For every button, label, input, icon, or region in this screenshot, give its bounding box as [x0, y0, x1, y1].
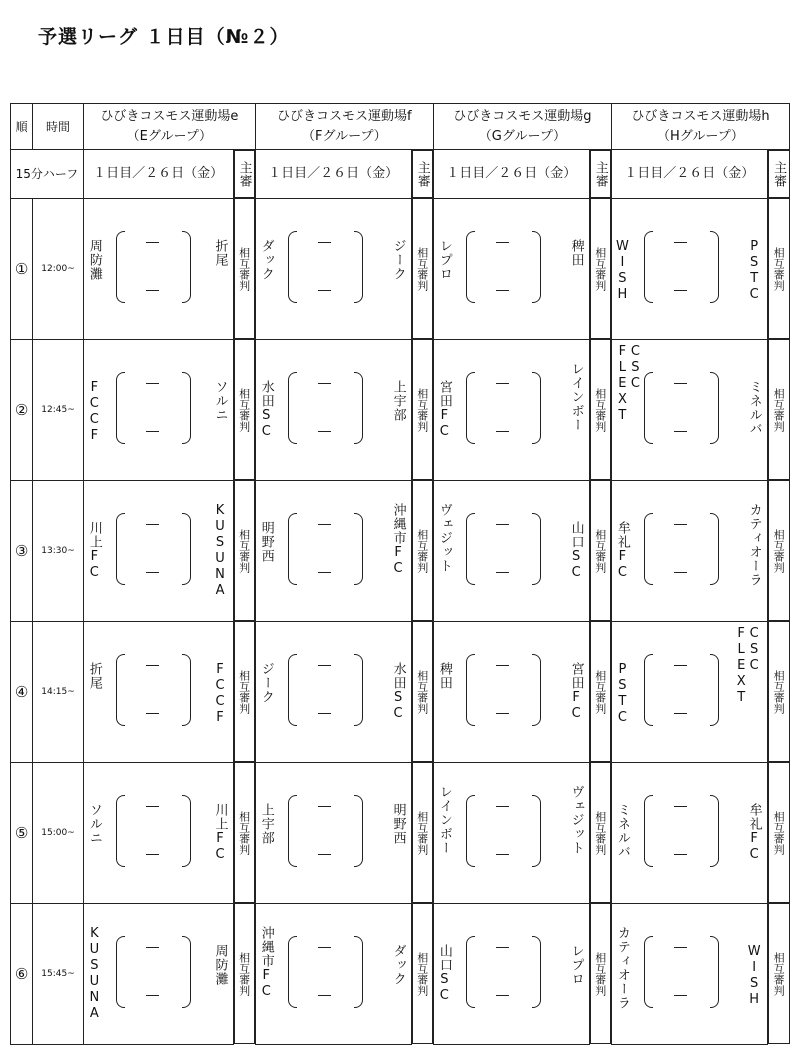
bracket-left	[644, 654, 653, 726]
bracket-left	[116, 372, 125, 444]
referee-text: 相互審判	[415, 669, 429, 714]
team-right: レプロ	[568, 943, 584, 986]
team-left: 稗田	[436, 661, 452, 690]
team-right: 稗田	[568, 238, 584, 267]
match-cell	[83, 621, 233, 762]
referee-cell	[590, 903, 611, 1044]
match-cell	[83, 762, 233, 903]
referee-cell	[412, 339, 433, 480]
team-left: ダック	[258, 238, 274, 281]
referee-text: 相互審判	[593, 246, 607, 291]
match-cell	[255, 339, 411, 480]
team-left: 山口SC	[436, 943, 452, 1004]
referee-cell	[234, 762, 255, 903]
referee-text: 相互審判	[415, 387, 429, 432]
match-cell	[83, 480, 233, 621]
bracket-left	[466, 654, 475, 726]
venue-header-h	[611, 104, 789, 150]
date-header: １日目／２６日（金）	[255, 150, 411, 199]
referee-header	[412, 150, 433, 198]
referee-text: 相互審判	[772, 951, 786, 996]
score-dash-top	[146, 806, 159, 807]
score-box	[288, 795, 363, 867]
score-dash-bottom	[674, 713, 687, 714]
match-cell	[255, 903, 411, 1044]
referee-cell	[768, 198, 790, 339]
bracket-left	[288, 372, 297, 444]
referee-cell	[768, 762, 790, 903]
referee-cell	[234, 480, 255, 621]
team-left: ヴェジット	[436, 502, 452, 573]
bracket-right	[532, 936, 541, 1008]
referee-text: 相互審判	[415, 246, 429, 291]
start-time: 12:00~	[33, 198, 84, 339]
referee-cell	[412, 903, 433, 1044]
team-left: 川上FC	[86, 520, 102, 581]
referee-text: 相互審判	[237, 528, 251, 573]
score-dash-top	[674, 665, 687, 666]
referee-cell	[768, 621, 790, 762]
match-cell	[433, 339, 589, 480]
bracket-left	[644, 231, 653, 303]
bracket-left	[288, 795, 297, 867]
start-time: 12:45~	[33, 339, 84, 480]
referee-header	[234, 150, 255, 198]
score-dash-bottom	[318, 572, 331, 573]
referee-cell	[590, 198, 611, 339]
score-dash-top	[496, 383, 509, 384]
match-cell	[433, 762, 589, 903]
date-header: １日目／２６日（金）	[433, 150, 589, 199]
match-row	[11, 339, 790, 480]
score-dash-top	[496, 524, 509, 525]
venue-name: ひびきコスモス運動場e	[100, 108, 239, 124]
team-left: 沖縄市FC	[258, 925, 274, 1000]
score-dash-bottom	[496, 713, 509, 714]
team-left: 折尾	[86, 661, 102, 690]
round-number: ①	[11, 198, 33, 339]
bracket-right	[532, 513, 541, 585]
score-dash-bottom	[146, 713, 159, 714]
team-left: 明野西	[258, 520, 274, 563]
referee-text: 相互審判	[237, 246, 251, 291]
team-right: 明野西	[390, 802, 406, 845]
score-dash-top	[674, 242, 687, 243]
team-right: ソルニ	[212, 379, 228, 422]
referee-cell	[590, 762, 611, 903]
team-right: CSC FLEXT	[733, 625, 762, 706]
referee-text: 相互審判	[593, 528, 607, 573]
bracket-right	[182, 654, 191, 726]
score-dash-bottom	[674, 995, 687, 996]
score-dash-top	[496, 947, 509, 948]
score-dash-top	[496, 665, 509, 666]
round-number: ③	[11, 480, 33, 621]
bracket-right	[532, 795, 541, 867]
score-box	[644, 654, 719, 726]
score-dash-bottom	[318, 431, 331, 432]
score-dash-top	[146, 947, 159, 948]
match-cell	[611, 903, 767, 1044]
team-right: 沖縄市FC	[390, 502, 406, 577]
team-left: ソルニ	[86, 802, 102, 845]
referee-header-label: 主審	[771, 161, 787, 187]
score-dash-top	[318, 242, 331, 243]
score-dash-top	[674, 947, 687, 948]
match-cell	[433, 903, 589, 1044]
score-dash-top	[146, 242, 159, 243]
team-right: ジーク	[390, 238, 406, 281]
score-box	[116, 795, 191, 867]
match-cell	[433, 621, 589, 762]
team-right: 上宇部	[390, 379, 406, 422]
bracket-right	[710, 795, 719, 867]
score-dash-bottom	[146, 995, 159, 996]
match-cell	[611, 762, 767, 903]
referee-cell	[234, 198, 255, 339]
team-right: ダック	[390, 943, 406, 986]
bracket-right	[354, 231, 363, 303]
referee-text: 相互審判	[237, 669, 251, 714]
team-right: ヴェジット	[568, 784, 584, 855]
referee-cell	[234, 621, 255, 762]
referee-cell	[590, 480, 611, 621]
score-dash-top	[496, 242, 509, 243]
score-dash-top	[318, 665, 331, 666]
schedule-table	[10, 103, 790, 1045]
referee-cell	[768, 903, 790, 1044]
score-dash-bottom	[496, 431, 509, 432]
team-left: KUSUNA	[86, 925, 102, 1022]
venue-group: （Gグループ）	[478, 128, 566, 144]
score-dash-bottom	[318, 995, 331, 996]
bracket-left	[116, 231, 125, 303]
bracket-right	[710, 372, 719, 444]
score-box	[288, 231, 363, 303]
team-right: 折尾	[212, 238, 228, 267]
match-cell	[611, 480, 767, 621]
score-dash-bottom	[318, 713, 331, 714]
score-dash-top	[318, 947, 331, 948]
referee-header-label: 主審	[414, 161, 430, 187]
venue-group: （Eグループ）	[126, 128, 212, 144]
bracket-left	[288, 231, 297, 303]
bracket-left	[116, 654, 125, 726]
round-number: ②	[11, 339, 33, 480]
match-cell	[611, 339, 767, 480]
bracket-left	[466, 513, 475, 585]
referee-header	[590, 150, 611, 198]
bracket-right	[182, 231, 191, 303]
bracket-right	[532, 231, 541, 303]
score-dash-bottom	[496, 572, 509, 573]
referee-cell	[412, 621, 433, 762]
venue-group: （Hグループ）	[657, 128, 744, 144]
bracket-left	[116, 513, 125, 585]
referee-cell	[412, 480, 433, 621]
team-left: 牟礼FC	[614, 520, 630, 581]
team-left: ジーク	[258, 661, 274, 704]
team-left: カティオーラ	[614, 925, 630, 1010]
score-box	[466, 936, 541, 1008]
score-dash-top	[674, 806, 687, 807]
referee-text: 相互審判	[772, 387, 786, 432]
match-row	[11, 480, 790, 621]
bracket-left	[288, 654, 297, 726]
referee-cell	[768, 480, 790, 621]
bracket-right	[710, 654, 719, 726]
score-dash-bottom	[318, 290, 331, 291]
referee-cell	[412, 762, 433, 903]
venue-header-g	[433, 104, 611, 150]
venue-header-f	[255, 104, 433, 150]
score-dash-bottom	[318, 854, 331, 855]
score-box	[288, 654, 363, 726]
referee-text: 相互審判	[237, 810, 251, 855]
score-dash-bottom	[674, 572, 687, 573]
page-title: 予選リーグ １日目（№２）	[38, 26, 290, 48]
match-cell	[83, 339, 233, 480]
score-dash-top	[674, 524, 687, 525]
score-dash-bottom	[146, 431, 159, 432]
referee-cell	[234, 903, 255, 1044]
referee-cell	[768, 339, 790, 480]
referee-cell	[412, 198, 433, 339]
bracket-right	[710, 936, 719, 1008]
score-dash-top	[496, 806, 509, 807]
team-left: PSTC	[614, 661, 630, 726]
round-number: ⑤	[11, 762, 33, 903]
team-left: 周防灘	[86, 238, 102, 281]
score-dash-top	[318, 524, 331, 525]
referee-cell	[590, 621, 611, 762]
team-left: 水田SC	[258, 379, 274, 440]
team-left: WISH	[614, 238, 630, 303]
team-left: CSC FLEXT	[614, 343, 643, 424]
time-header: 時間	[33, 104, 84, 150]
match-cell	[255, 480, 411, 621]
bracket-right	[182, 513, 191, 585]
score-box	[288, 513, 363, 585]
match-cell	[255, 198, 411, 339]
bracket-right	[354, 654, 363, 726]
match-row	[11, 621, 790, 762]
bracket-left	[466, 372, 475, 444]
team-right: 宮田FC	[568, 661, 584, 722]
team-left: レプロ	[436, 238, 452, 281]
team-right: 水田SC	[390, 661, 406, 722]
score-dash-bottom	[496, 854, 509, 855]
bracket-left	[466, 936, 475, 1008]
referee-text: 相互審判	[772, 246, 786, 291]
score-dash-bottom	[674, 854, 687, 855]
score-box	[466, 654, 541, 726]
score-dash-top	[146, 383, 159, 384]
score-box	[644, 795, 719, 867]
bracket-right	[182, 936, 191, 1008]
team-right: カティオーラ	[746, 502, 762, 587]
match-cell	[433, 480, 589, 621]
match-cell	[433, 198, 589, 339]
team-right: FCCF	[212, 661, 228, 726]
match-cell	[255, 621, 411, 762]
score-box	[466, 795, 541, 867]
team-right: 牟礼FC	[746, 802, 762, 863]
half-header: 15分ハーフ	[11, 150, 84, 199]
bracket-left	[288, 513, 297, 585]
bracket-right	[532, 654, 541, 726]
team-right: 川上FC	[212, 802, 228, 863]
referee-text: 相互審判	[772, 528, 786, 573]
score-box	[466, 513, 541, 585]
venue-header-e	[83, 104, 255, 150]
bracket-left	[466, 795, 475, 867]
score-dash-top	[318, 806, 331, 807]
bracket-right	[354, 795, 363, 867]
score-box	[466, 231, 541, 303]
bracket-left	[644, 372, 653, 444]
score-dash-bottom	[146, 290, 159, 291]
referee-text: 相互審判	[772, 669, 786, 714]
score-box	[116, 231, 191, 303]
order-header: 順	[11, 104, 33, 150]
venue-group: （Fグループ）	[302, 128, 387, 144]
team-right: ミネルバ	[746, 379, 762, 436]
bracket-left	[116, 795, 125, 867]
bracket-left	[466, 231, 475, 303]
team-right: レインボー	[568, 361, 584, 432]
bracket-left	[644, 795, 653, 867]
start-time: 15:00~	[33, 762, 84, 903]
venue-name: ひびきコスモス運動場f	[277, 108, 412, 124]
score-dash-bottom	[146, 854, 159, 855]
bracket-right	[182, 795, 191, 867]
score-box	[116, 513, 191, 585]
bracket-right	[354, 936, 363, 1008]
referee-text: 相互審判	[237, 387, 251, 432]
match-row	[11, 903, 790, 1044]
referee-header-label: 主審	[236, 161, 252, 187]
score-box	[116, 936, 191, 1008]
score-box	[644, 513, 719, 585]
referee-text: 相互審判	[415, 810, 429, 855]
bracket-right	[532, 372, 541, 444]
referee-text: 相互審判	[593, 669, 607, 714]
match-cell	[83, 198, 233, 339]
venue-name: ひびきコスモス運動場g	[453, 108, 592, 124]
referee-text: 相互審判	[593, 951, 607, 996]
referee-cell	[590, 339, 611, 480]
team-left: ミネルバ	[614, 802, 630, 859]
date-header: １日目／２６日（金）	[83, 150, 233, 199]
bracket-right	[710, 513, 719, 585]
round-number: ④	[11, 621, 33, 762]
score-box	[288, 936, 363, 1008]
match-row	[11, 198, 790, 339]
referee-header-label: 主審	[592, 161, 608, 187]
team-right: WISH	[746, 943, 762, 1008]
bracket-right	[710, 231, 719, 303]
match-cell	[255, 762, 411, 903]
score-box	[466, 372, 541, 444]
referee-text: 相互審判	[593, 387, 607, 432]
score-dash-top	[318, 383, 331, 384]
bracket-left	[288, 936, 297, 1008]
score-dash-bottom	[674, 290, 687, 291]
start-time: 14:15~	[33, 621, 84, 762]
score-box	[116, 372, 191, 444]
team-left: レインボー	[436, 784, 452, 855]
team-left: FCCF	[86, 379, 102, 444]
date-header: １日目／２６日（金）	[611, 150, 767, 199]
match-cell	[611, 198, 767, 339]
score-box	[288, 372, 363, 444]
bracket-left	[116, 936, 125, 1008]
bracket-left	[644, 513, 653, 585]
score-box	[116, 654, 191, 726]
score-box	[644, 936, 719, 1008]
bracket-left	[644, 936, 653, 1008]
referee-header	[768, 150, 790, 198]
score-dash-top	[146, 665, 159, 666]
match-cell	[611, 621, 767, 762]
team-left: 上宇部	[258, 802, 274, 845]
team-right: 周防灘	[212, 943, 228, 986]
team-left: 宮田FC	[436, 379, 452, 440]
score-box	[644, 372, 719, 444]
score-dash-bottom	[674, 431, 687, 432]
score-dash-bottom	[496, 290, 509, 291]
score-dash-bottom	[496, 995, 509, 996]
referee-text: 相互審判	[772, 810, 786, 855]
referee-text: 相互審判	[237, 951, 251, 996]
bracket-right	[354, 513, 363, 585]
match-row	[11, 762, 790, 903]
referee-text: 相互審判	[593, 810, 607, 855]
bracket-right	[354, 372, 363, 444]
score-dash-top	[674, 383, 687, 384]
start-time: 15:45~	[33, 903, 84, 1044]
team-right: KUSUNA	[212, 502, 228, 599]
referee-cell	[234, 339, 255, 480]
referee-text: 相互審判	[415, 528, 429, 573]
team-right: 山口SC	[568, 520, 584, 581]
referee-text: 相互審判	[415, 951, 429, 996]
venue-name: ひびきコスモス運動場h	[631, 108, 770, 124]
team-right: PSTC	[746, 238, 762, 303]
score-box	[644, 231, 719, 303]
score-dash-top	[146, 524, 159, 525]
start-time: 13:30~	[33, 480, 84, 621]
score-dash-bottom	[146, 572, 159, 573]
round-number: ⑥	[11, 903, 33, 1044]
match-cell	[83, 903, 233, 1044]
bracket-right	[182, 372, 191, 444]
